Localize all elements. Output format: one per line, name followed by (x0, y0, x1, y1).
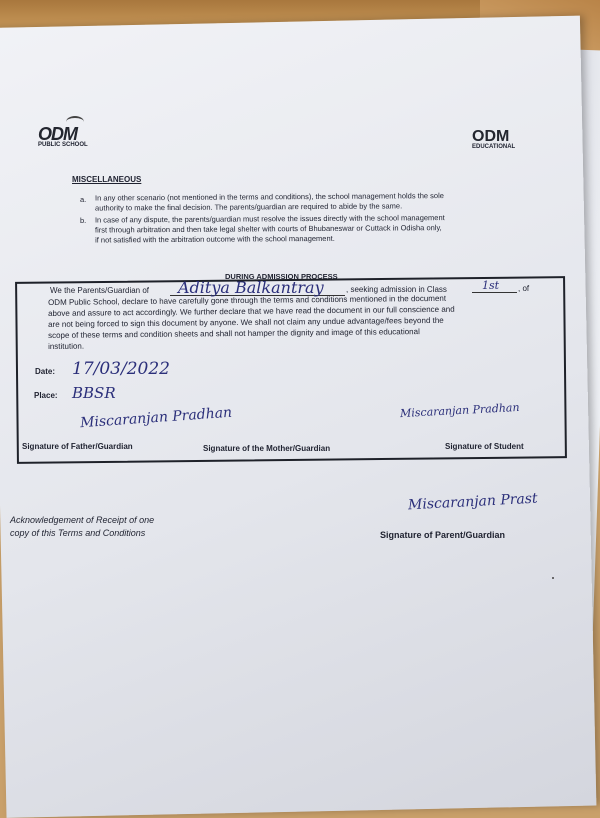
father-signature: Miscaranjan Pradhan (79, 404, 233, 432)
signature-parent-label: Signature of Parent/Guardian (380, 530, 506, 540)
misc-item-a-letter: a. (80, 195, 87, 204)
miscellaneous-heading: MISCELLANEOUS (72, 175, 142, 184)
parent-signature: Miscaranjan Prast (407, 490, 539, 514)
odm-educational-logo (472, 128, 542, 150)
logo-arc-icon (66, 116, 84, 128)
logo-right-sub: EDUCATIONAL (472, 144, 516, 150)
decl-line5: scope of these terms and condition sheets and shall not hamper the dignity and image of this educational (48, 327, 420, 340)
misc-item-b (95, 212, 535, 245)
logo-left-name: ODM (38, 124, 77, 144)
signature-father-label: Signature of Father/Guardian (22, 442, 133, 451)
misc-item-a (95, 190, 535, 213)
place-handwriting: BBSR (72, 384, 116, 402)
decl-line1-prefix: We the Parents/Guardian of (50, 286, 150, 295)
page-mark (552, 577, 554, 579)
place-label: Place: (34, 391, 58, 400)
misc-item-b-line2: first through arbitration and then take legal shelter with courts of Bhubaneswar or Cuttack in Odisha only, (94, 223, 442, 235)
odm-public-school-logo (38, 124, 98, 148)
class-line (472, 292, 517, 293)
admission-heading: DURING ADMISSION PROCESS (225, 272, 338, 281)
student-name-handwriting: Aditya Balkantray (178, 278, 324, 297)
signature-student-label: Signature of Student (445, 442, 524, 451)
misc-item-a-line1: In any other scenario (not mentioned in the terms and conditions), the school management holds the sole (94, 191, 444, 203)
acknowledgement-line1: Acknowledgement of Receipt of one (10, 515, 155, 525)
decl-line3: above and assure to act accordingly. We further declare that we have read the document in our full conscience and (48, 304, 455, 318)
decl-line4: are not being forced to sign this document by anyone. We shall not claim any undue advantage/fees beyond the (48, 315, 444, 329)
logo-left-sub: PUBLIC SCHOOL (38, 142, 88, 148)
class-handwriting: 1st (482, 279, 500, 292)
misc-item-b-line1: In case of any dispute, the parents/guardian must resolve the issues directly with the school management (94, 213, 445, 225)
student-signature: Miscaranjan Pradhan (399, 400, 520, 421)
signature-mother-label: Signature of the Mother/Guardian (203, 444, 331, 453)
misc-item-a-line2: authority to make the final decision. The parents/guardian are required to abide by the same. (95, 201, 403, 213)
misc-item-b-letter: b. (80, 216, 87, 225)
decl-line1-suffix: , of (518, 284, 530, 293)
date-label: Date: (35, 367, 56, 376)
acknowledgement-line2: copy of this Terms and Conditions (10, 528, 146, 538)
date-handwriting: 17/03/2022 (72, 359, 170, 379)
acknowledgement-text (10, 514, 154, 540)
logo-right-name: ODM (472, 128, 510, 145)
misc-item-b-line3: if not satisfied with the arbitration outcome with the school management. (95, 233, 335, 245)
decl-line2: ODM Public School, declare to have carefully gone through the terms and conditions mentioned in the document (48, 293, 447, 307)
decl-line1-middle: , seeking admission in Class (346, 285, 447, 294)
decl-line6: institution. (48, 341, 85, 351)
